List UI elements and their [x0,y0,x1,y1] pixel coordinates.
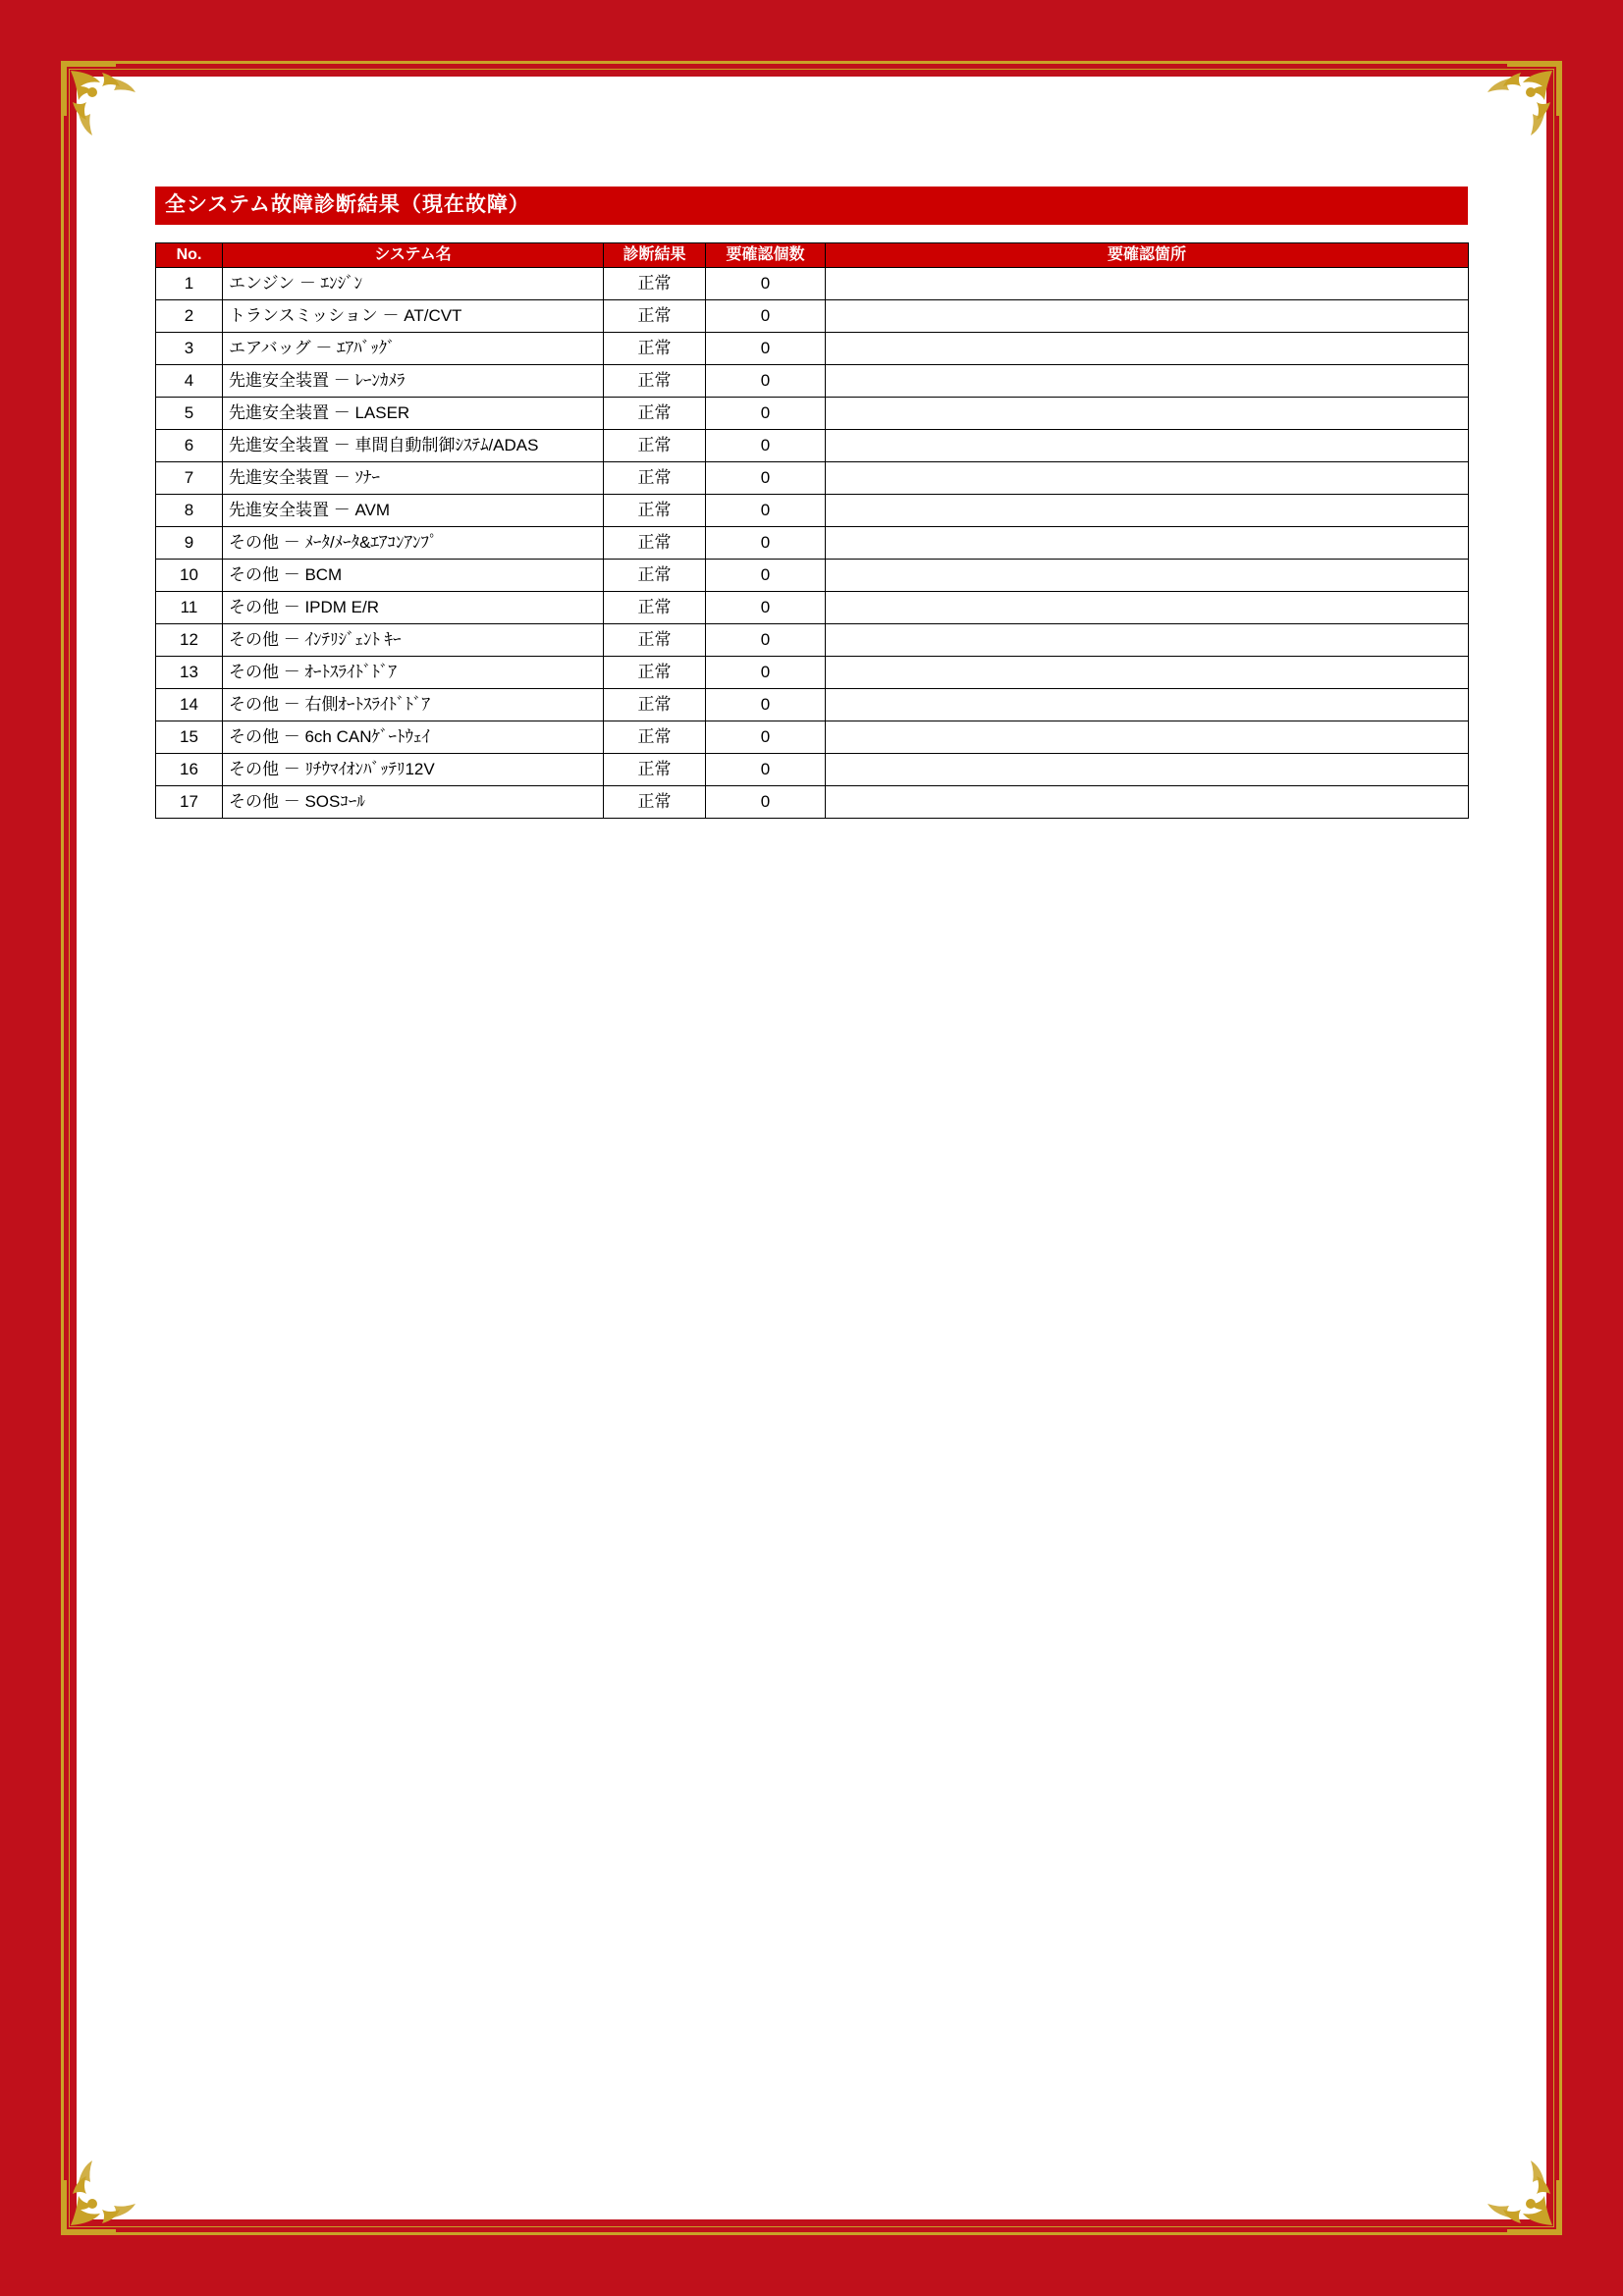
cell-result: 正常 [604,721,706,754]
cell-result: 正常 [604,365,706,398]
cell-result: 正常 [604,430,706,462]
cell-result: 正常 [604,495,706,527]
cell-system: その他 － 6ch CANｹﾞｰﾄｳｪｲ [223,721,604,754]
table-body [156,268,1469,819]
cell-count: 0 [706,268,826,300]
cell-count: 0 [706,398,826,430]
cell-location [826,689,1469,721]
cell-no: 17 [156,786,223,819]
cell-no: 8 [156,495,223,527]
table-row [156,495,1469,527]
cell-no: 7 [156,462,223,495]
cell-system: 先進安全装置 － 車間自動制御ｼｽﾃﾑ/ADAS [223,430,604,462]
cell-no: 4 [156,365,223,398]
cell-location [826,527,1469,560]
cell-location [826,398,1469,430]
cell-count: 0 [706,657,826,689]
table-row [156,592,1469,624]
cell-system: その他 － ｵｰﾄｽﾗｲﾄﾞﾄﾞｱ [223,657,604,689]
cell-system: その他 － ｲﾝﾃﾘｼﾞｪﾝﾄ ｷｰ [223,624,604,657]
cell-no: 3 [156,333,223,365]
cell-no: 1 [156,268,223,300]
cell-count: 0 [706,333,826,365]
cell-result: 正常 [604,300,706,333]
cell-count: 0 [706,754,826,786]
table-row [156,398,1469,430]
cell-no: 12 [156,624,223,657]
cell-count: 0 [706,527,826,560]
cell-count: 0 [706,592,826,624]
cell-no: 11 [156,592,223,624]
cell-location [826,300,1469,333]
cell-system: 先進安全装置 － ﾚｰﾝｶﾒﾗ [223,365,604,398]
table-row [156,754,1469,786]
cell-count: 0 [706,462,826,495]
cell-no: 10 [156,560,223,592]
cell-system: 先進安全装置 － ｿﾅｰ [223,462,604,495]
cell-result: 正常 [604,268,706,300]
cell-result: 正常 [604,754,706,786]
cell-count: 0 [706,300,826,333]
table-row [156,657,1469,689]
diagnosis-result-table [155,242,1469,819]
table-row [156,721,1469,754]
cell-result: 正常 [604,592,706,624]
cell-no: 2 [156,300,223,333]
cell-count: 0 [706,430,826,462]
cell-location [826,365,1469,398]
page-title: 全システム故障診断結果（現在故障） [155,187,1468,225]
cell-system: トランスミッション － AT/CVT [223,300,604,333]
cell-system: エアバッグ － ｴｱﾊﾞｯｸﾞ [223,333,604,365]
table-row [156,527,1469,560]
table-row [156,689,1469,721]
cell-location [826,462,1469,495]
cell-location [826,592,1469,624]
cell-no: 15 [156,721,223,754]
cell-no: 14 [156,689,223,721]
column-header-location: 要確認箇所 [826,243,1469,268]
column-header-no: No. [156,243,223,268]
cell-count: 0 [706,560,826,592]
cell-count: 0 [706,495,826,527]
cell-result: 正常 [604,786,706,819]
cell-location [826,657,1469,689]
cell-system: 先進安全装置 － LASER [223,398,604,430]
cell-no: 5 [156,398,223,430]
cell-location [826,333,1469,365]
column-header-result: 診断結果 [604,243,706,268]
cell-system: その他 － ﾒｰﾀ/ﾒｰﾀ&ｴｱｺﾝｱﾝﾌﾟ [223,527,604,560]
report-content [155,187,1468,819]
cell-system: その他 － SOSｺｰﾙ [223,786,604,819]
cell-no: 13 [156,657,223,689]
cell-count: 0 [706,786,826,819]
cell-count: 0 [706,624,826,657]
cell-location [826,754,1469,786]
cell-system: 先進安全装置 － AVM [223,495,604,527]
cell-result: 正常 [604,398,706,430]
cell-location [826,430,1469,462]
cell-no: 16 [156,754,223,786]
cell-no: 6 [156,430,223,462]
cell-count: 0 [706,721,826,754]
cell-result: 正常 [604,462,706,495]
cell-location [826,624,1469,657]
table-row [156,786,1469,819]
cell-count: 0 [706,689,826,721]
cell-result: 正常 [604,560,706,592]
cell-system: エンジン － ｴﾝｼﾞﾝ [223,268,604,300]
cell-location [826,495,1469,527]
cell-location [826,721,1469,754]
cell-count: 0 [706,365,826,398]
cell-location [826,560,1469,592]
table-header-row [156,243,1469,268]
cell-result: 正常 [604,333,706,365]
table-row [156,624,1469,657]
cell-result: 正常 [604,527,706,560]
column-header-count: 要確認個数 [706,243,826,268]
cell-location [826,786,1469,819]
table-row [156,560,1469,592]
cell-location [826,268,1469,300]
cell-system: その他 － ﾘﾁｳﾏｲｵﾝﾊﾞｯﾃﾘ12V [223,754,604,786]
cell-no: 9 [156,527,223,560]
cell-result: 正常 [604,624,706,657]
table-row [156,365,1469,398]
table-row [156,268,1469,300]
table-row [156,430,1469,462]
table-row [156,462,1469,495]
cell-result: 正常 [604,689,706,721]
table-row [156,300,1469,333]
table-row [156,333,1469,365]
cell-system: その他 － 右側ｵｰﾄｽﾗｲﾄﾞﾄﾞｱ [223,689,604,721]
cell-system: その他 － IPDM E/R [223,592,604,624]
column-header-system: システム名 [223,243,604,268]
cell-result: 正常 [604,657,706,689]
cell-system: その他 － BCM [223,560,604,592]
